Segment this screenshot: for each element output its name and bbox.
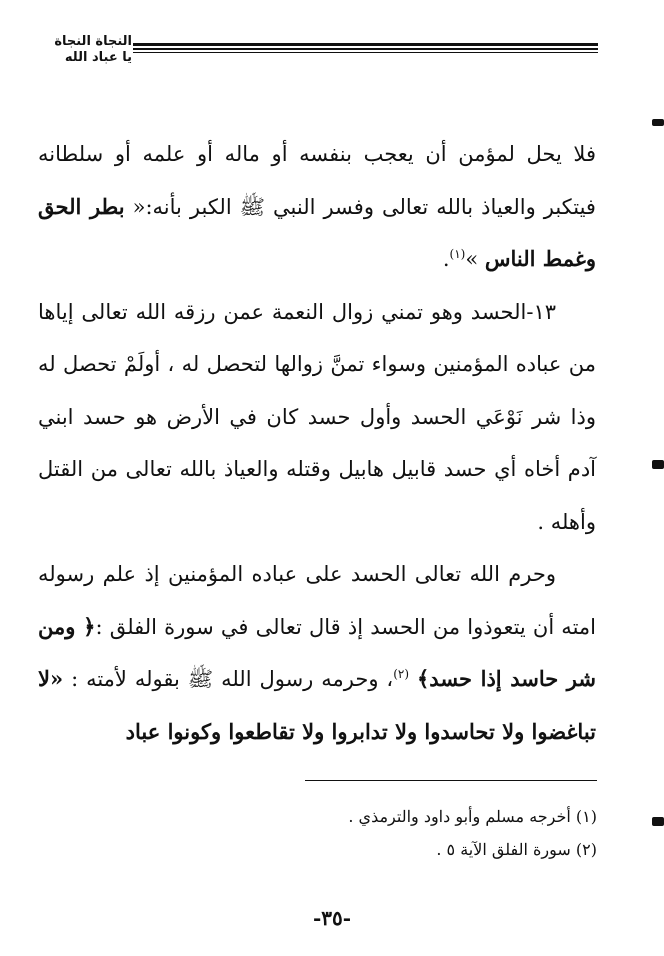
header-rule: [133, 43, 598, 53]
paragraph-envy: ١٣-الحسد وهو تمني زوال النعمة عمن رزقه الله تعالى إياها من عباده المؤمنين وسواء تمنَّ زوالها لتحصل له ، أولَمْ تحصل له وذا شر نَوْعَي الحسد وأول حسد كان في الأرض هو حسد ابني آدم أخاه أي حسد قابيل هابيل وقتله والعياذ بالله تعالى من القتل وأهله .: [38, 299, 596, 534]
footnote-2: (٢) سورة الفلق الآية ٥ .: [436, 840, 597, 859]
header-rule-line: [133, 48, 598, 50]
paragraph-text: وحرم الله تعالى الحسد على عباده المؤمنين إذ علم رسوله امته أن يتعوذوا من الحسد إذ قال تعالى في سورة الفلق :: [38, 562, 596, 639]
footnotes: [200, 800, 597, 866]
edge-mark: [652, 460, 664, 469]
paragraph-text: ، وحرمه رسول الله ﷺ بقوله لأمته :: [71, 667, 394, 691]
quote-close: »: [465, 247, 479, 271]
hadith-quote: بطر الحق وغمط الناس: [38, 193, 596, 271]
hadith-quote: «لا تباغضوا ولا تحاسدوا ولا تدابروا ولا تقاطعوا وكونوا عباد: [38, 666, 596, 744]
header-rule-line: [133, 43, 598, 46]
quran-verse: ﴿ ومن شر حاسد إذا حسد﴾: [38, 613, 596, 691]
paragraph-envy-prohibition: [38, 548, 596, 758]
paragraph-arrogance: [38, 128, 596, 286]
edge-mark: [652, 119, 664, 126]
header-rule-line: [133, 52, 598, 53]
footnote-separator: [305, 780, 597, 781]
page-number: -٣٥-: [312, 906, 352, 930]
edge-mark: [652, 817, 664, 826]
paragraph-text: فلا يحل لمؤمن أن يعجب بنفسه أو ماله أو علمه أو سلطانه فيتكبر والعياذ بالله تعالى وفسر النبي ﷺ الكبر بأنه:«: [38, 142, 596, 219]
body-text: [38, 128, 596, 758]
footnote-ref[interactable]: (١): [449, 247, 466, 261]
period: .: [442, 247, 450, 271]
running-header-subtitle: يا عباد الله: [64, 50, 132, 65]
running-header-title: النجاة النجاة: [54, 34, 132, 49]
footnote-ref[interactable]: (٢): [393, 667, 410, 681]
footnote-1: (١) أخرجه مسلم وأبو داود والترمذي .: [348, 807, 597, 826]
